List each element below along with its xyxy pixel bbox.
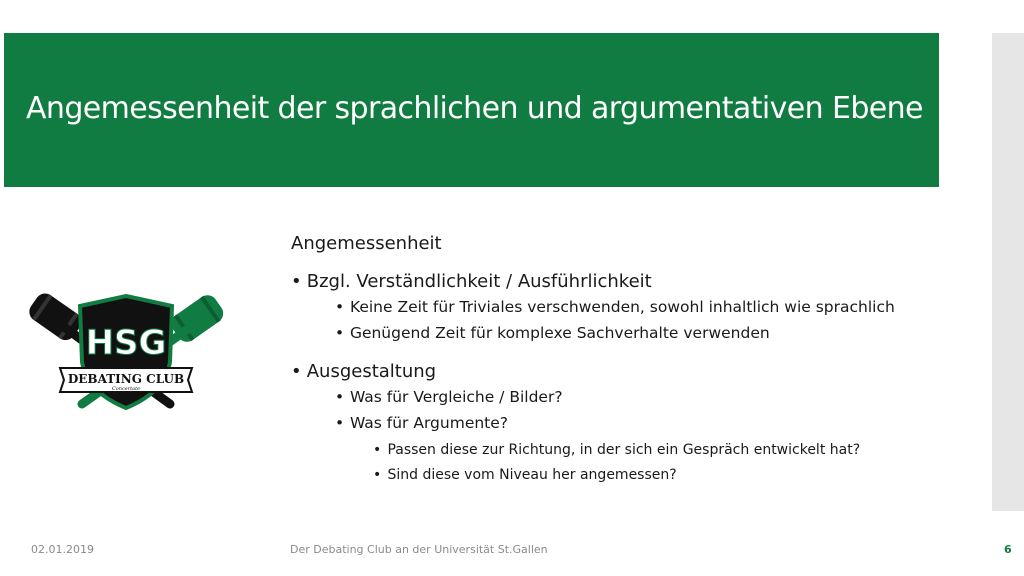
sub-sub-bullet-item xyxy=(373,467,677,483)
right-scrollbar-strip[interactable] xyxy=(992,33,1024,511)
sub-bullet-item xyxy=(335,298,895,316)
logo-motto: Concertate xyxy=(111,386,141,392)
bullet-glyph: • xyxy=(335,414,345,432)
bullet-glyph: • xyxy=(373,442,382,458)
bullet-text: Was für Argumente? xyxy=(349,414,509,432)
hsg-debating-club-logo xyxy=(20,284,232,412)
bullet-item xyxy=(291,271,652,292)
bullet-text: Keine Zeit für Triviales verschwenden, sowohl inhaltlich wie sprachlich xyxy=(349,298,895,316)
footer-date: 02.01.2019 xyxy=(31,543,94,556)
bullet-glyph: • xyxy=(291,361,302,382)
footer-title: Der Debating Club an der Universität St.Gallen xyxy=(290,543,548,556)
bullet-glyph: • xyxy=(373,467,382,483)
bullet-glyph: • xyxy=(335,298,345,316)
content-heading: Angemessenheit xyxy=(291,233,442,254)
bullet-glyph: • xyxy=(335,388,345,406)
sub-bullet-item xyxy=(335,324,770,342)
bullet-item xyxy=(291,361,436,382)
sub-bullet-item xyxy=(335,414,508,432)
sub-bullet-item xyxy=(335,388,563,406)
bullet-text: Passen diese zur Richtung, in der sich ein Gespräch entwickelt hat? xyxy=(387,442,861,458)
bullet-glyph: • xyxy=(335,324,345,342)
bullet-text: Bzgl. Verständlichkeit / Ausführlichkeit xyxy=(306,271,652,292)
bullet-text: Sind diese vom Niveau her angemessen? xyxy=(387,467,677,483)
bullet-text: Genügend Zeit für komplexe Sachverhalte verwenden xyxy=(349,324,770,342)
logo-banner-text: DEBATING CLUB xyxy=(67,372,185,386)
logo-main-text: HSG xyxy=(85,323,167,363)
sub-sub-bullet-item xyxy=(373,442,860,458)
slide-number: 6 xyxy=(1004,543,1012,556)
bullet-text: Was für Vergleiche / Bilder? xyxy=(349,388,563,406)
slide-title: Angemessenheit der sprachlichen und argumentativen Ebene xyxy=(26,91,923,126)
bullet-glyph: • xyxy=(291,271,302,292)
bullet-text: Ausgestaltung xyxy=(306,361,437,382)
